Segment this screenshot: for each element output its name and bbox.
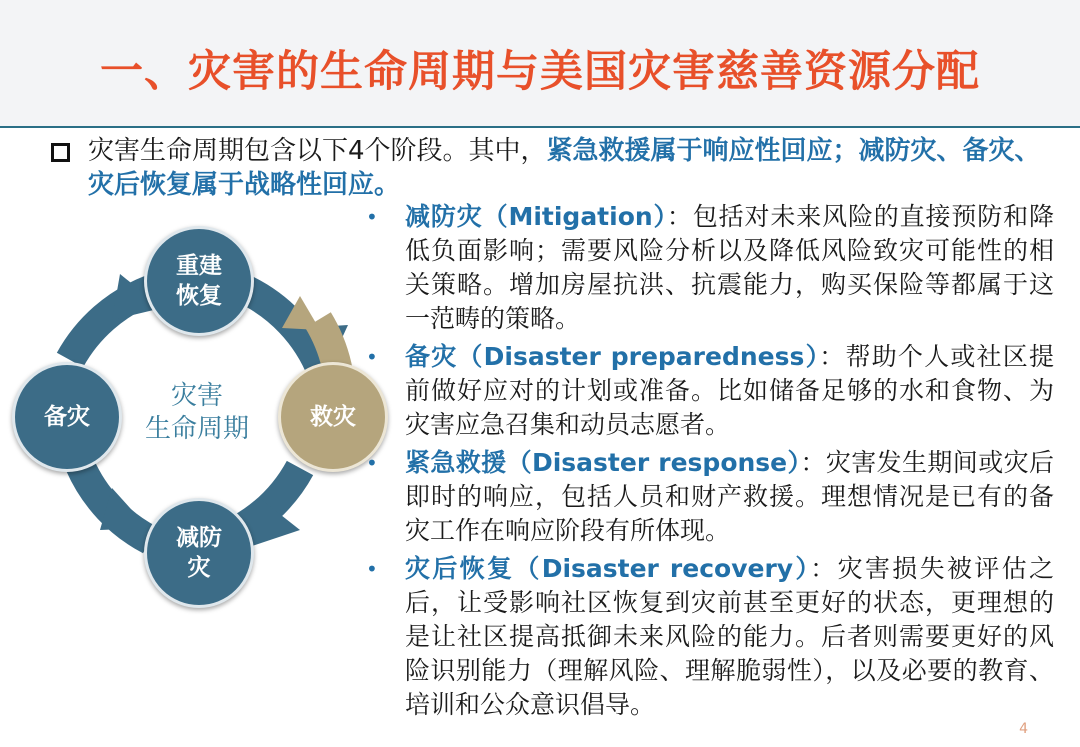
phase-list: [364, 200, 1054, 726]
bullet-dot-icon: •: [366, 557, 378, 581]
list-item-mitigation: [364, 200, 1054, 336]
phase-term: 紧急救援（Disaster response）: [405, 448, 801, 477]
phase-term: 灾后恢复（Disaster recovery）: [405, 554, 811, 583]
list-item-recovery: [364, 552, 1054, 722]
phase-description: ：灾害发生期间或灾后即时的响应，包括人员和财产救援。理想情况是已有的备灾工作在响应阶段有所体现。: [405, 448, 1054, 545]
phase-term: 减防灾（Mitigation）: [405, 202, 667, 231]
intro-text: 灾害生命周期包含以下4个阶段。其中，: [88, 136, 547, 166]
cycle-center-label: 灾害 生命周期: [144, 381, 249, 444]
list-item-preparedness: [364, 340, 1054, 442]
stage-rebuild-recovery: [144, 226, 254, 336]
phase-description: ：灾害损失被评估之后，让受影响社区恢复到灾前甚至更好的状态，更理想的是让社区提高抵御未来风险的能力。后者则需要更好的风险识别能力（理解风险、理解脆弱性），以及必要的教育、培训和公众意识倡导。: [405, 554, 1054, 719]
stage-label: 备灾: [44, 404, 90, 430]
bullet-dot-icon: •: [366, 205, 378, 229]
checkbox-bullet-icon: [51, 143, 70, 162]
phase-description: ：包括对未来风险的直接预防和降低负面影响；需要风险分析以及降低风险致灾可能性的相关策略。增加房屋抗洪、抗震能力，购买保险等都属于这一范畴的策略。: [405, 202, 1054, 333]
title-divider: [0, 126, 1080, 128]
slide-title: 一、灾害的生命周期与美国灾害慈善资源分配: [100, 47, 980, 97]
phase-description: ：帮助个人或社区提前做好应对的计划或准备。比如储备足够的水和食物、为灾害应急召集和动员志愿者。: [405, 342, 1054, 439]
stage-label: 救灾: [310, 404, 356, 430]
stage-preparedness: [12, 362, 122, 472]
intro-paragraph: [88, 134, 1058, 202]
intro-highlight: 紧急救援属于响应性回应；减防灾、备灾、灾后恢复属于战略性回应。: [88, 136, 1041, 200]
bullet-dot-icon: •: [366, 451, 378, 475]
stage-mitigation: [144, 498, 254, 608]
stage-label: 减防 灾: [176, 525, 222, 581]
list-item-response: [364, 446, 1054, 548]
stage-label: 重建 恢复: [176, 253, 222, 309]
lifecycle-diagram: [0, 210, 400, 630]
page-number: 4: [1019, 721, 1028, 737]
bullet-dot-icon: •: [366, 345, 378, 369]
phase-term: 备灾（Disaster preparedness）: [405, 342, 820, 371]
